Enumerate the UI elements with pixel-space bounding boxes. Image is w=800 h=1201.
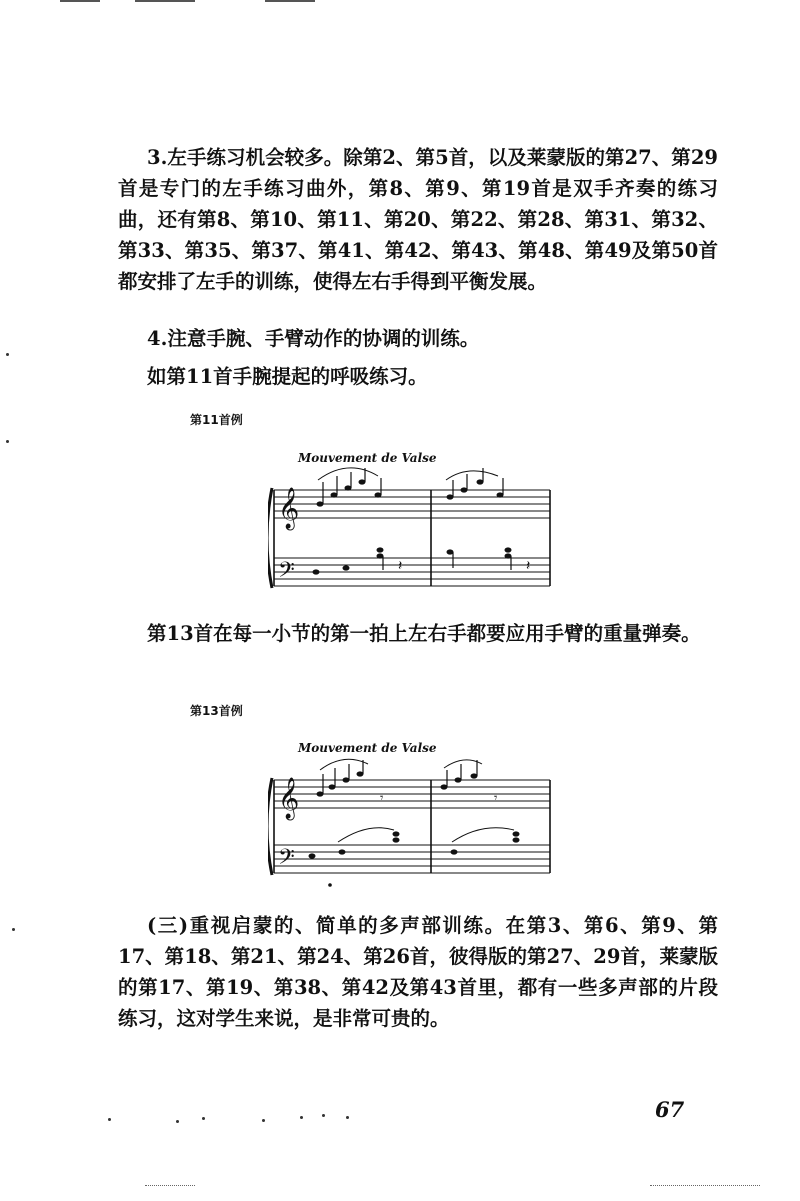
rest: 𝄾 (380, 791, 384, 806)
rest: 𝄽 (526, 558, 531, 574)
scan-speck (6, 353, 9, 356)
scan-artifact (135, 0, 195, 2)
paragraph-left-hand: 3.左手练习机会较多。除第2、第5首，以及莱蒙版的第27、第29首是专门的左手练习曲外，第8、第9、第19首是双手齐奏的练习曲，还有第8、第10、第11、第20、第22、第28、第31、第32、第33、第35、第37、第41、第42、第43、第48、第49及第50首都安排了左手的训练，使得左右手得到平衡发展。 (118, 146, 718, 293)
staccato-dot (328, 883, 332, 887)
music-score-example-13 (268, 730, 558, 890)
bass-notes (313, 547, 512, 574)
treble-notes (317, 771, 478, 796)
treble-clef: 𝄞 (278, 488, 300, 529)
treble-stems (320, 759, 482, 794)
scan-artifact (650, 1185, 760, 1187)
tempo-marking: Mouvement de Valse (298, 451, 437, 465)
paragraph-wrist-arm: 4.注意手腕、手臂动作的协调的训练。 (147, 327, 480, 350)
treble-stems (318, 468, 503, 504)
brace (268, 778, 272, 875)
tempo-marking: Mouvement de Valse (298, 741, 437, 755)
scan-speck (202, 1117, 205, 1120)
page-number: 67 (655, 1097, 685, 1122)
brace (268, 488, 272, 588)
scan-speck (6, 440, 9, 443)
paragraph-example-13: 第13首在每一小节的第一拍上左右手都要应用手臂的重量弹奏。 (147, 622, 701, 645)
bass-clef: 𝄢 (278, 845, 295, 875)
rest: 𝄽 (398, 558, 403, 574)
scan-artifact (60, 0, 100, 2)
scan-speck (300, 1116, 303, 1119)
staff-lines (274, 780, 550, 873)
scan-speck (322, 1114, 325, 1117)
scan-artifact (145, 1185, 195, 1187)
scan-speck (346, 1116, 349, 1119)
paragraph-polyphony: (三)重视启蒙的、简单的多声部训练。在第3、第6、第9、第17、第18、第21、第24、第26首，彼得版的第27、29首，莱蒙版的第17、第19、第38、第42及第43首里，都有一些多声部的片段练习，这对学生来说，是非常可贵的。 (118, 914, 718, 1030)
bass-clef: 𝄢 (278, 558, 295, 588)
treble-notes (317, 479, 504, 506)
music-score-example-11 (268, 440, 558, 590)
example-2-caption: 第13首例 (190, 704, 243, 718)
scan-speck (176, 1120, 179, 1123)
scan-artifact (265, 0, 315, 2)
paragraph-example-11: 如第11首手腕提起的呼吸练习。 (147, 365, 428, 388)
scan-speck (12, 928, 15, 931)
example-1-caption: 第11首例 (190, 413, 243, 427)
scan-speck (108, 1118, 111, 1121)
scan-speck (262, 1119, 265, 1122)
rest: 𝄾 (494, 791, 498, 806)
bass-slurs (338, 828, 514, 842)
treble-clef: 𝄞 (278, 778, 300, 819)
